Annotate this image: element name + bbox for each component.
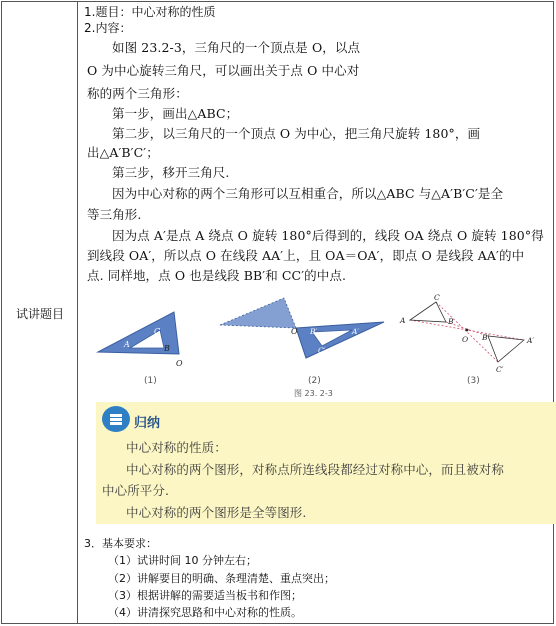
summary-title: 归纳 bbox=[134, 416, 161, 431]
lesson-table bbox=[1, 1, 554, 624]
label-a2-3: A′ bbox=[527, 336, 535, 345]
label-a: A bbox=[124, 340, 130, 349]
figure-panel-1 bbox=[98, 312, 183, 386]
figure-panel-3 bbox=[399, 293, 534, 386]
requirement-4: （4）讲清探究思路和中心对称的性质。 bbox=[108, 606, 302, 619]
topic-line: 1.题目：中心对称的性质 bbox=[84, 5, 216, 19]
requirement-3: （3）根据讲解的需要适当板书和作图； bbox=[108, 589, 302, 602]
label-c2: C′ bbox=[318, 346, 326, 355]
panel-1-label: (1) bbox=[144, 376, 157, 386]
panel-2-label: (2) bbox=[308, 376, 321, 386]
label-a-3: A bbox=[400, 316, 406, 325]
content-cell bbox=[79, 2, 553, 623]
figure-caption: 图 23. 2-3 bbox=[294, 389, 333, 398]
congruence-cont: 等三角形. bbox=[87, 207, 142, 222]
requirement-1: （1）试讲时间 10 分钟左右； bbox=[108, 554, 257, 567]
step-one: 第一步，画出△ABC； bbox=[112, 106, 239, 121]
paragraph-line-3: 称的两个三角形： bbox=[87, 86, 188, 101]
label-b: B bbox=[164, 344, 170, 353]
proof-line-3: 点. 同样地，点 O 也是线段 BB′和 CC′的中点. bbox=[87, 268, 347, 283]
side-label: 试讲题目 bbox=[15, 307, 64, 321]
label-c: C bbox=[154, 327, 161, 336]
label-o-2: O bbox=[291, 327, 298, 336]
summary-line-4: 中心对称的两个图形是全等图形. bbox=[126, 505, 307, 520]
proof-line-1: 因为点 A′是点 A 绕点 O 旋转 180°后得到的，线段 OA 绕点 O 旋转 180°得 bbox=[112, 228, 544, 243]
figure-panel-2 bbox=[220, 298, 384, 386]
summary-line-2: 中心对称的两个图形，对称点所连线段都经过对称中心，而且被对称 bbox=[126, 462, 505, 477]
content-heading: 2.内容： bbox=[84, 21, 132, 35]
congruence-line: 因为中心对称的两个三角形可以互相重合，所以△ABC 与△A′B′C′是全 bbox=[112, 186, 504, 201]
summary-box bbox=[96, 402, 556, 524]
label-column bbox=[2, 2, 78, 623]
label-c2-3: C′ bbox=[496, 365, 504, 374]
step-two: 第二步，以三角尺的一个顶点 O 为中心，把三角尺旋转 180°，画 bbox=[112, 126, 481, 141]
requirement-2: （2）讲解要目的明确、条理清楚、重点突出； bbox=[108, 572, 335, 585]
step-three: 第三步，移开三角尺. bbox=[112, 165, 230, 180]
panel-3-label: (3) bbox=[467, 376, 480, 386]
summary-book-icon bbox=[102, 406, 130, 432]
label-c-3: C bbox=[434, 293, 440, 302]
label-o-3: O bbox=[462, 335, 469, 344]
summary-line-3: 中心所平分. bbox=[102, 483, 170, 498]
paragraph-line-1: 如图 23.2-3，三角尺的一个顶点是 O，以点 bbox=[112, 40, 361, 55]
rotation-figure bbox=[84, 290, 554, 398]
requirements-heading: 3．基本要求： bbox=[84, 537, 157, 550]
label-a2: A′ bbox=[352, 327, 360, 336]
label-o: O bbox=[176, 359, 183, 368]
label-b2-3: B′ bbox=[482, 333, 490, 342]
label-b-3: B bbox=[448, 317, 454, 326]
proof-line-2: 到线段 OA′，所以点 O 在线段 AA′上，且 OA＝OA′，即点 O 是线段 AA′的中 bbox=[87, 248, 525, 263]
label-b2: B′ bbox=[310, 327, 318, 336]
paragraph-line-2: O 为中心旋转三角尺，可以画出关于点 O 中心对 bbox=[87, 63, 360, 78]
summary-line-1: 中心对称的性质： bbox=[126, 440, 227, 455]
step-two-cont: 出△A′B′C′； bbox=[87, 145, 159, 160]
